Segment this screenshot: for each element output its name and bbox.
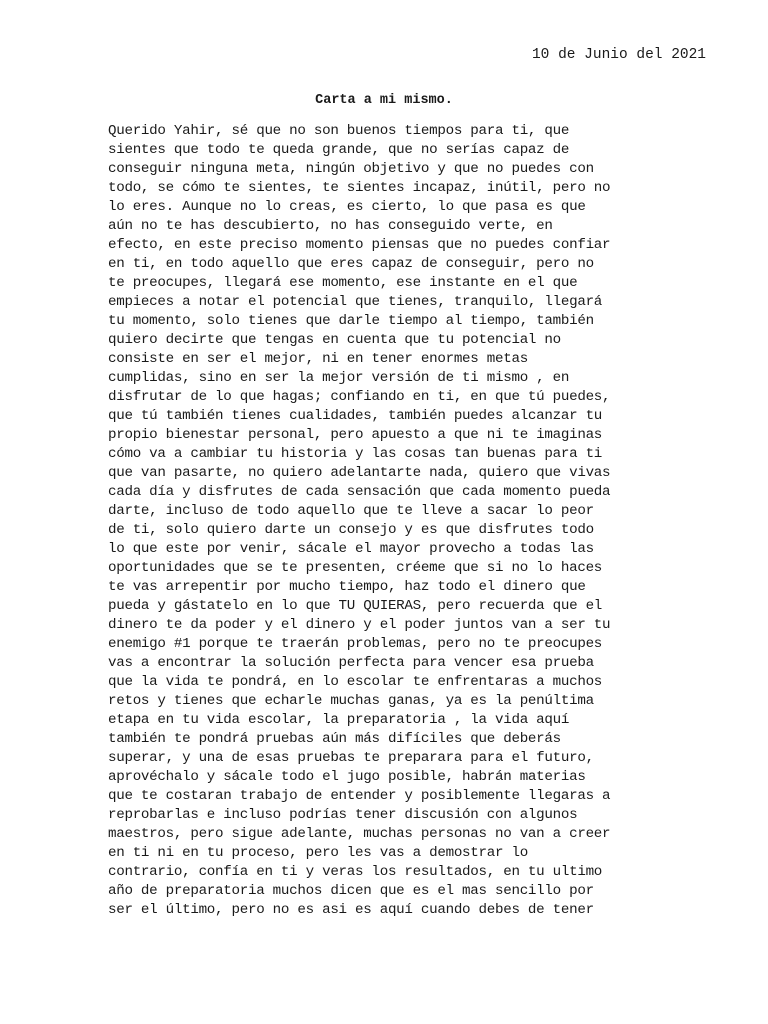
- letter-line: maestros, pero sigue adelante, muchas personas no van a creer: [108, 826, 611, 842]
- letter-line: consiste en ser el mejor, ni en tener enormes metas: [108, 351, 528, 367]
- letter-line: disfrutar de lo que hagas; confiando en ti, en que tú puedes,: [108, 389, 611, 405]
- letter-line: que te costaran trabajo de entender y posiblemente llegaras a: [108, 788, 611, 804]
- letter-line: oportunidades que se te presenten, créeme que si no lo haces: [108, 560, 603, 576]
- letter-line: año de preparatoria muchos dicen que es el mas sencillo por: [108, 883, 594, 899]
- letter-line: enemigo #1 porque te traerán problemas, pero no te preocupes: [108, 636, 603, 652]
- letter-line: retos y tienes que echarle muchas ganas, ya es la penúltima: [108, 693, 594, 709]
- letter-line: cómo va a cambiar tu historia y las cosas tan buenas para ti: [108, 446, 603, 462]
- letter-line: etapa en tu vida escolar, la preparatoria , la vida aquí: [108, 712, 570, 728]
- letter-line: vas a encontrar la solución perfecta para vencer esa prueba: [108, 655, 594, 671]
- letter-line: conseguir ninguna meta, ningún objetivo y que no puedes con: [108, 161, 594, 177]
- letter-line: superar, y una de esas pruebas te preparara para el futuro,: [108, 750, 594, 766]
- letter-line: de ti, solo quiero darte un consejo y es que disfrutes todo: [108, 522, 594, 538]
- letter-line: todo, se cómo te sientes, te sientes incapaz, inútil, pero no: [108, 180, 611, 196]
- letter-line: dinero te da poder y el dinero y el poder juntos van a ser tu: [108, 617, 611, 633]
- letter-line: que tú también tienes cualidades, también puedes alcanzar tu: [108, 408, 603, 424]
- letter-line: contrario, confía en ti y veras los resultados, en tu ultimo: [108, 864, 603, 880]
- letter-line: ser el último, pero no es asi es aquí cuando debes de tener: [108, 902, 594, 918]
- letter-date: 10 de Junio del 2021: [531, 47, 706, 63]
- letter-line: empieces a notar el potencial que tienes, tranquilo, llegará: [108, 294, 603, 310]
- letter-line: cada día y disfrutes de cada sensación que cada momento pueda: [108, 484, 611, 500]
- letter-line: te preocupes, llegará ese momento, ese instante en el que: [108, 275, 578, 291]
- letter-line: te vas arrepentir por mucho tiempo, haz todo el dinero que: [108, 579, 586, 595]
- letter-body: [108, 122, 668, 920]
- letter-line: que la vida te pondrá, en lo escolar te enfrentaras a muchos: [108, 674, 603, 690]
- letter-line: también te pondrá pruebas aún más difíciles que deberás: [108, 731, 561, 747]
- letter-line: lo que este por venir, sácale el mayor provecho a todas las: [108, 541, 594, 557]
- letter-line: propio bienestar personal, pero apuesto a que ni te imaginas: [108, 427, 603, 443]
- letter-line: tu momento, solo tienes que darle tiempo al tiempo, también: [108, 313, 594, 329]
- letter-line: sientes que todo te queda grande, que no serías capaz de: [108, 142, 570, 158]
- letter-line: pueda y gástatelo en lo que TU QUIERAS, pero recuerda que el: [108, 598, 603, 614]
- letter-line: que van pasarte, no quiero adelantarte nada, quiero que vivas: [108, 465, 611, 481]
- letter-line: aprovéchalo y sácale todo el jugo posible, habrán materias: [108, 769, 586, 785]
- letter-line: en ti, en todo aquello que eres capaz de conseguir, pero no: [108, 256, 594, 272]
- letter-line: quiero decirte que tengas en cuenta que tu potencial no: [108, 332, 561, 348]
- letter-line: Querido Yahir, sé que no son buenos tiempos para ti, que: [108, 123, 570, 139]
- letter-line: en ti ni en tu proceso, pero les vas a demostrar lo: [108, 845, 528, 861]
- letter-line: lo eres. Aunque no lo creas, es cierto, lo que pasa es que: [108, 199, 586, 215]
- letter-line: darte, incluso de todo aquello que te lleve a sacar lo peor: [108, 503, 594, 519]
- letter-line: aún no te has descubierto, no has conseguido verte, en: [108, 218, 553, 234]
- letter-line: cumplidas, sino en ser la mejor versión de ti mismo , en: [108, 370, 570, 386]
- letter-title: Carta a mi mismo.: [315, 93, 453, 108]
- letter-line: efecto, en este preciso momento piensas que no puedes confiar: [108, 237, 611, 253]
- letter-line: reprobarlas e incluso podrías tener discusión con algunos: [108, 807, 578, 823]
